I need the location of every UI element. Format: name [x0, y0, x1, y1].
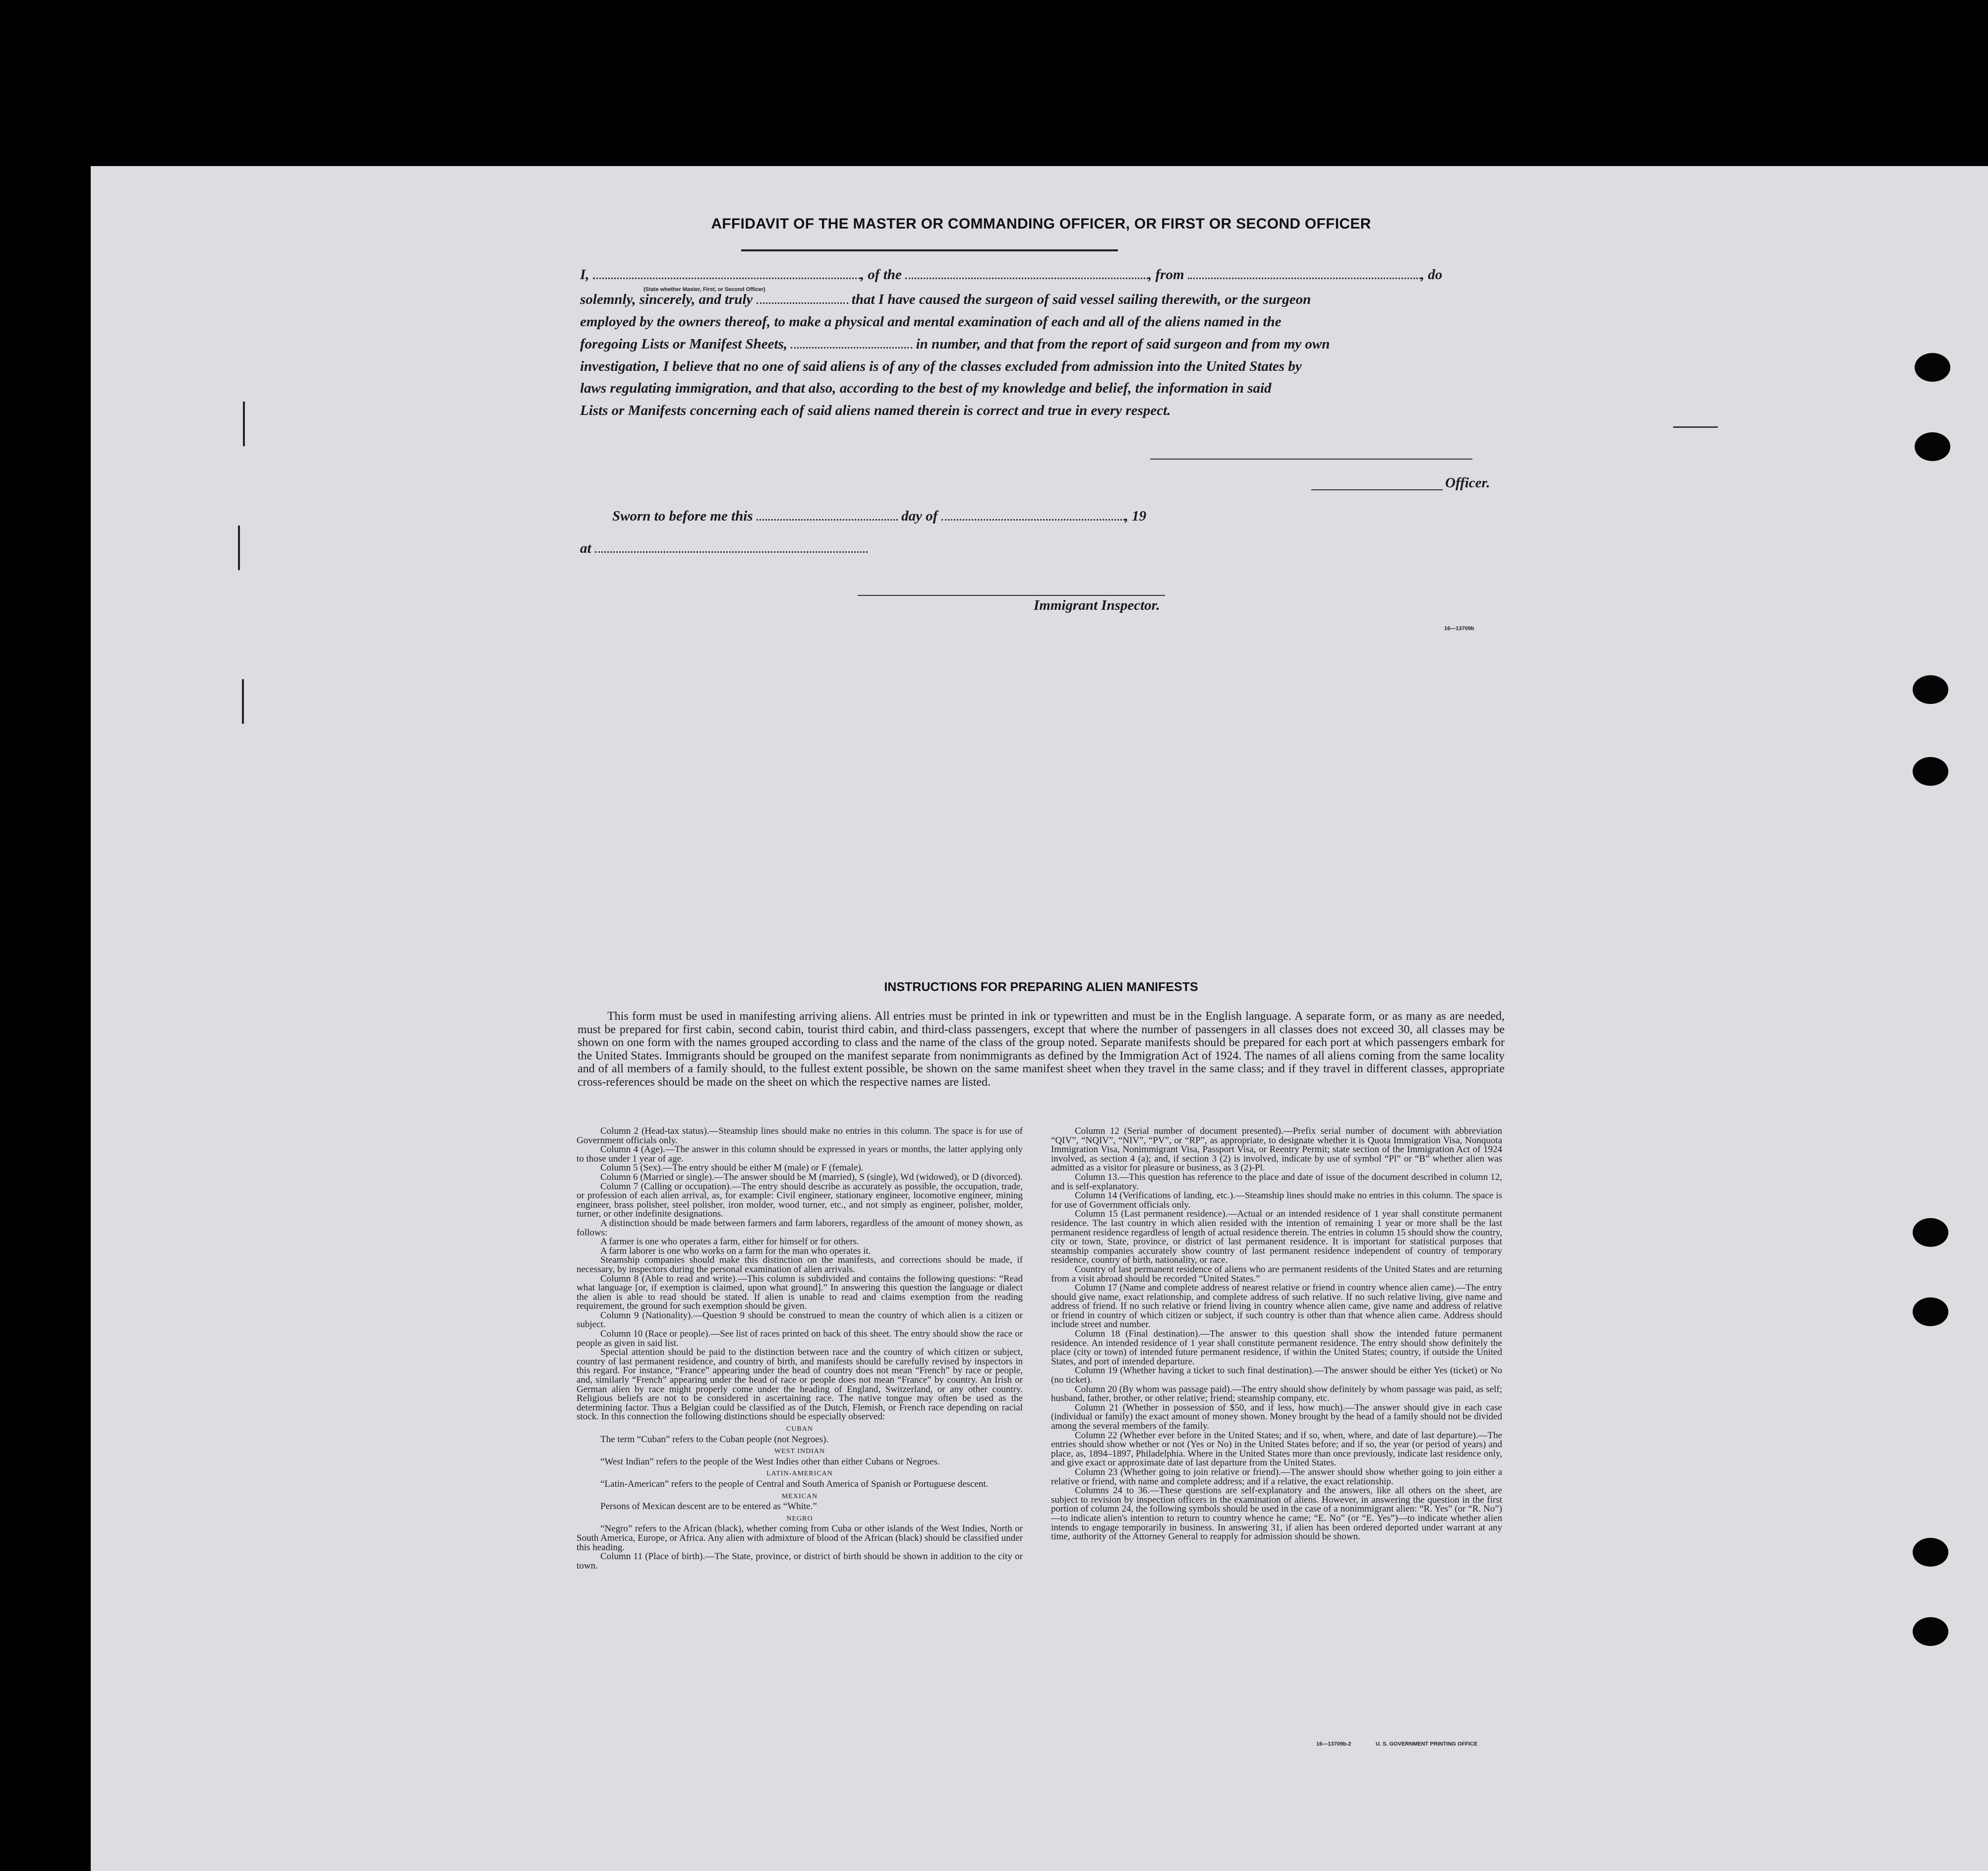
text-in-number: in number, and that from the report of said surgeon and from my own — [916, 336, 1330, 352]
paragraph: Column 15 (Last permanent residence).—Actual or an intended residence of 1 year shall constitute permanent residence. The last country in which alien resided with the intention of remaining 1 year or more shall be the last permanent residence regardless of length of actual residence therein. The entries in column 15 should show the country, city or town, State, province, or district of last permanent residence. It is important for statistical purposes that steamship companies accurately show country of last permanent residence independent of country of temporary residence, country of birth, nationality, or race. — [1051, 1209, 1502, 1266]
punch-hole — [1913, 757, 1948, 786]
oath-manner-field[interactable] — [757, 302, 848, 304]
paragraph: Column 10 (Race or people).—See list of races printed on back of this sheet. The entry should show the race or people as given in said list. — [577, 1329, 1023, 1348]
sworn-place-field[interactable] — [595, 551, 868, 553]
paragraph: Persons of Mexican descent are to be entered as “White.” — [600, 1501, 817, 1512]
paragraph: “West Indian” refers to the people of the West Indies other than either Cubans or Negroes. — [600, 1456, 940, 1467]
affidavit-line-2 — [580, 292, 1311, 308]
title-rule — [741, 249, 1118, 251]
heading-west-indian: WEST INDIAN — [774, 1448, 825, 1456]
paragraph: Column 18 (Final destination).—The answer to this question shall show the intended future permanent residence. An intended residence of 1 year shall constitute permanent residence. The entry should show definitely the place (city or town) of intended future permanent residence, if within the United States; country, if outside the United States, and port of intended departure. — [1051, 1329, 1502, 1367]
affidavit-line-6: laws regulating immigration, and that also, according to the best of my knowledge and belief, the information in said — [580, 380, 1272, 396]
label-of-the: , of the — [860, 267, 902, 283]
affidavit-line-5: investigation, I believe that no one of said aliens is of any of the classes excluded from admission into the United States by — [580, 358, 1302, 374]
rank-field-hint: (State whether Master, First, or Second Officer) — [643, 287, 765, 292]
paragraph: Column 20 (By whom was passage paid).—The entry should show definitely by whom passage was paid, as self; husband, father, brother, or other relative; friend; steamship company, etc. — [1051, 1384, 1502, 1404]
officer-signature-line[interactable] — [1150, 459, 1472, 460]
paragraph: Steamship companies should make this distinction on the manifests, and corrections should be made, if necessary, by inspectors during the personal examination of alien arrivals. — [577, 1255, 1023, 1275]
officer-title-line[interactable] — [1311, 489, 1443, 490]
paragraph: Column 5 (Sex).—The entry should be either M (male) or F (female). — [600, 1163, 864, 1173]
affidavit-line-3: employed by the owners thereof, to make a physical and mental examination of each and all of the aliens named in the — [580, 314, 1282, 330]
paragraph: Column 2 (Head-tax status).—Steamship lines should make no entries in this column. The space is for use of Government officials only. — [577, 1126, 1023, 1146]
paragraph: “Latin-American” refers to the people of Central and South America of Spanish or Portuguese descent. — [600, 1478, 989, 1489]
affidavit-title: AFFIDAVIT OF THE MASTER OR COMMANDING OFFICER, OR FIRST OR SECOND OFFICER — [711, 216, 1371, 232]
paragraph: Column 9 (Nationality).—Question 9 should be construed to mean the country of which alien is a citizen or subject. — [577, 1310, 1023, 1330]
paragraph: A farmer is one who operates a farm, either for himself or for others. — [600, 1236, 859, 1247]
punch-hole — [1913, 1538, 1948, 1567]
margin-mark — [242, 679, 244, 724]
punch-hole — [1913, 1297, 1948, 1326]
instructions-right-column — [1051, 1127, 1502, 1542]
sheet-count-field[interactable] — [791, 347, 912, 349]
affidavit-line-1 — [580, 267, 1442, 283]
paragraph: The term “Cuban” refers to the Cuban people (not Negroes). — [600, 1434, 829, 1445]
margin-mark — [1673, 426, 1718, 428]
label-do: , do — [1420, 267, 1443, 283]
instructions-intro: This form must be used in manifesting arriving aliens. All entries must be printed in ink or typewritten and must be in the English language. A separate form, or as many as are needed, must be prepared for first cabin, second cabin, tourist third cabin, and third-class passengers, except that where the number of passengers in all classes does not exceed 30, all classes may be shown on one form with the names grouped according to class and the name of the class of the group noted. Separate manifests should be prepared for each port at which passengers embark for the United States. Immigrants should be grouped on the manifest separate from nonimmigrants as defined by the Immigration Act of 1924. The names of all aliens coming from the same locality and of all members of a family should, to the fullest extent possible, be shown on the same manifest sheet when they travel in the same class; and if they travel in different classes, appropriate cross-references should be made on the sheet on which the respective names are listed. — [578, 1010, 1505, 1089]
text-surgeon: that I have caused the surgeon of said vessel sailing therewith, or the surgeon — [851, 292, 1311, 307]
paragraph: Column 17 (Name and complete address of nearest relative or friend in country whence alien came).—The entry should give name, exact relationship, and complete address of such relative. If no such relative living, give name and address of friend. If no such relative or friend living in country whence alien came, give name and address of relative or friend in country of which citizen or subject, if such country is other than that whence alien came. Address should include street and number. — [1051, 1283, 1502, 1330]
paragraph: Country of last permanent residence of aliens who are permanent residents of the United States and are returning from a visit abroad should be recorded “United States.” — [1051, 1264, 1502, 1284]
sworn-day-field[interactable] — [757, 519, 898, 521]
label-day-of: day of — [901, 508, 938, 524]
punch-hole — [1913, 1617, 1948, 1646]
paragraph: Column 19 (Whether having a ticket to such final destination).—The answer should be either Yes (ticket) or No (no ticket). — [1051, 1365, 1502, 1386]
footer-form-number: 16—13709b-2 — [1316, 1741, 1351, 1747]
sworn-month-field[interactable] — [941, 519, 1125, 521]
instructions-left-column — [577, 1127, 1023, 1571]
footer-printer: U. S. GOVERNMENT PRINTING OFFICE — [1376, 1741, 1478, 1747]
paragraph: Column 22 (Whether ever before in the United States; and if so, when, where, and date of last departure).—The entries should show whether or not (Yes or No) in the United States before; and if so, the year (or period of years) and place, as, 1894–1897, Philadelphia. Where in the United States more than once previously, indicate last residence only, and give exact or approximate date of last departure from the United States. — [1051, 1430, 1502, 1468]
inspector-signature-line[interactable] — [858, 595, 1165, 596]
paragraph: Columns 24 to 36.—These questions are self-explanatory and the answers, like all others on the sheet, are subject to revision by inspection officers in the examination of aliens. However, in answering the question in the first portion of column 24, the following symbols should be used in the case of a nonimmigrant alien: “R. Yes” (or “R. No”)—to indicate alien's intention to return to country whence he came; “E. No” (or “E. Yes”)—to indicate whether alien intends to engage temporarily in business. In answering 31, if alien has been ordered deported under warrant at any time, authority of the Attorney General to reapply for admission should be shown. — [1051, 1485, 1502, 1542]
label-i: I, — [580, 267, 589, 283]
margin-mark — [243, 402, 245, 446]
sworn-place-line — [580, 540, 868, 557]
punch-hole — [1913, 675, 1948, 704]
paragraph: Column 13.—This question has reference to the place and date of issue of the document described in column 12, and is self-explanatory. — [1051, 1171, 1502, 1192]
affidavit-form-number: 16—13709b — [1444, 626, 1474, 632]
label-at: at — [580, 540, 591, 556]
paragraph: Column 12 (Serial number of document presented).—Prefix serial number of document with abbreviation “QIV”, “NQIV”, “NIV”, “PV”, or “RP”, as appropriate, to designate whether it is Quota Immigration Visa, Nonquota Immigration Visa, Nonimmigrant Visa, Passport Visa, or Reentry Permit; state section of the Immigration Act of 1924 involved, as section 4 (a); and, if section 3 (2) is involved, indicate by use of symbol “Pl” or “B” whether alien was admitted as a visitor for pleasure or business, as 3 (2)-Pl. — [1051, 1126, 1502, 1173]
heading-latin-american: LATIN-AMERICAN — [766, 1470, 833, 1478]
officer-label: Officer. — [1445, 475, 1490, 491]
paragraph: Column 6 (Married or single).—The answer should be M (married), S (single), Wd (widowed), or D (divorced). — [600, 1171, 1023, 1182]
paragraph: Column 7 (Calling or occupation).—The entry should describe as accurately as possible, the occupation, trade, or profession of each alien arrival, as, for example: Civil engineer, stationary engineer, locomotive engineer, mining engineer, brass polisher, steel polisher, iron molder, wood turner, etc., and not simply as engineer, polisher, molder, turner, or other indefinite designations. — [577, 1181, 1023, 1220]
label-19: , 19 — [1124, 508, 1147, 524]
paragraph: Column 11 (Place of birth).—The State, province, or district of birth should be shown in addition to the city or town. — [577, 1551, 1023, 1571]
vessel-name-field[interactable] — [905, 278, 1148, 279]
officer-rank-field[interactable] — [593, 278, 861, 279]
punch-hole — [1915, 353, 1950, 382]
punch-hole — [1915, 432, 1950, 461]
affidavit-line-4 — [580, 336, 1330, 352]
margin-mark — [238, 526, 240, 570]
sworn-line — [612, 508, 1146, 525]
heading-mexican: MEXICAN — [781, 1492, 818, 1500]
paragraph: A distinction should be made between farmers and farm laborers, regardless of the amount of money shown, as follows: — [577, 1218, 1023, 1238]
inspector-label: Immigrant Inspector. — [1034, 597, 1160, 613]
paragraph: Column 14 (Verifications of landing, etc.).—Steamship lines should make no entries in this column. The space is for use of Government officials only. — [1051, 1190, 1502, 1210]
affidavit-line-7: Lists or Manifests concerning each of said aliens named therein is correct and true in every respect. — [580, 403, 1171, 418]
port-from-field[interactable] — [1188, 278, 1421, 279]
paragraph: “Negro” refers to the African (black), whether coming from Cuba or other islands of the West Indies, North or South America, Europe, or Africa. Any alien with admixture of blood of the African (black) should be classified under this heading. — [577, 1523, 1023, 1553]
paragraph: Column 4 (Age).—The answer in this column should be expressed in years or months, the latter applying only to those under 1 year of age. — [577, 1144, 1023, 1164]
heading-negro: NEGRO — [786, 1515, 813, 1522]
label-sworn: Sworn to before me this — [612, 508, 753, 524]
paragraph: Special attention should be paid to the distinction between race and the country of which citizen or subject, country of last permanent residence, and country of birth, and manifests should be carefully revised by inspectors in this regard. For instance, “France” appearing under the head of country does not mean “French” by race or people, and, similarly “French” appearing under the head of race or people does not mean “France” by country. An Irish or German alien by race might properly come under the heading of England, Switzerland, or any other country. Religious beliefs are not to be considered in ascertaining race. The native tongue may often be used as the determining factor. Thus a Belgian could be classified as of the Dutch, Flemish, or French race depending on racial stock. In this connection the following distinctions should be especially observed: — [577, 1347, 1023, 1422]
punch-hole — [1913, 1218, 1948, 1247]
paragraph: Column 8 (Able to read and write).—This column is subdivided and contains the following questions: “Read what language [or, if exemption is claimed, upon what ground].” In answering this question the language or dialect the alien is able to read should be stated. If alien is unable to read and claims exemption from the reading requirement, the ground for such exemption should be given. — [577, 1273, 1023, 1312]
instructions-title: INSTRUCTIONS FOR PREPARING ALIEN MANIFESTS — [884, 980, 1198, 994]
label-from: , from — [1148, 267, 1184, 283]
paragraph: A farm laborer is one who works on a farm for the man who operates it. — [600, 1245, 871, 1256]
paragraph: Column 21 (Whether in possession of $50, and if less, how much).—The answer should give in each case (individual or family) the exact amount of money shown. Money brought by the head of a family should not be divided among the several members of the family. — [1051, 1402, 1502, 1431]
heading-cuban: CUBAN — [786, 1425, 813, 1433]
label-solemnly: solemnly, sincerely, and truly — [580, 292, 753, 307]
paragraph: Column 23 (Whether going to join relative or friend).—The answer should show whether going to join either a relative or friend, with name and complete address; and if a relative, the exact relationship. — [1051, 1466, 1502, 1487]
label-foregoing: foregoing Lists or Manifest Sheets, — [580, 336, 788, 352]
